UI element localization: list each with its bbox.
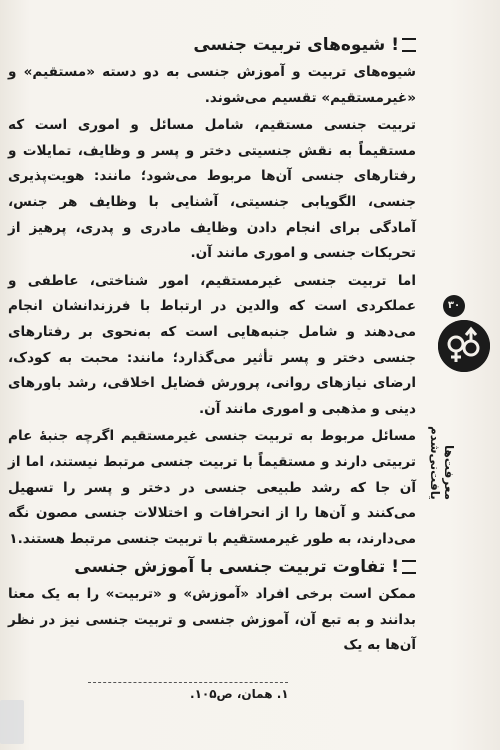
section-heading xyxy=(8,554,416,580)
footnote: ۱. همان، ص۱۰۵. xyxy=(190,687,289,701)
footnote-divider xyxy=(88,682,288,683)
paragraph-indirect-details: مسائل مربوط به تربیت جنسی غیرمستقیم اگرچه جنبهٔ عام تربیتی دارند و مستقیماً با تربیت جنسی مرتبط نیستند، اما از آن جا که رشد طبیعی جنسی در دختر و پسر را تسهیل می‌کنند و آن‌ها را از انحرافات و اختلالات جنسی مصون نگه می‌دارند، به طور غیرمستقیم با تربیت جنسی مرتبط هستند.۱ xyxy=(8,428,416,547)
gender-symbols-svg xyxy=(438,320,490,372)
page-number-badge: ۳۰ xyxy=(443,295,465,317)
paragraph-indirect: اما تربیت جنسی غیرمستقیم، امور شناختی، عاطفی و عملکردی است که والدین در ارتباط با فرزندانشان انجام می‌دهند و شامل جنبه‌هایی است که به‌نحوی بر رفتارهای جنسی دختر و پسر تأثیر می‌گذارد؛ مانند: محبت به کودک، ارضای نیازهای روانی، پرورش فضایل اخلاقی، رشد باورهای دینی و مذهبی و اموری مانند آن. xyxy=(8,272,416,417)
heading-marker-icon: ! xyxy=(391,32,416,58)
heading-marker-icon: ! xyxy=(391,554,416,580)
paragraph-intro: شیوه‌های تربیت و آموزش جنسی به دو دسته «مستقیم» و «غیرمستقیم» تقسیم می‌شوند. xyxy=(8,64,416,106)
section-heading-text: تفاوت تربیت جنسی با آموزش جنسی xyxy=(74,557,386,578)
paragraph-difference: ممکن است برخی افراد «آموزش» و «تربیت» را به یک معنا بدانند و به تبع آن، آموزش جنسی و تربیت جنسی نیز در نظر آن‌ها به یک xyxy=(8,586,416,654)
section-heading xyxy=(8,32,416,58)
paragraph-direct: تربیت جنسی مستقیم، شامل مسائل و اموری است که مستقیماً به نقش جنسیتی دختر و پسر و وظایف، تمایلات و رفتارهای جنسی آن‌ها مربوط می‌شود؛ مانند: هویت‌پذیری جنسی، الگویابی جنسیتی، آشنایی با وظایف هر جنس، آمادگی برای انجام دادن وظایف مادری و پدری، پرهیز از تحریکات جنسی و اموری مانند آن. xyxy=(8,117,416,262)
section-heading-text: شیوه‌های تربیت جنسی xyxy=(193,35,386,55)
watermark-logo xyxy=(0,700,24,744)
page-body xyxy=(8,32,416,661)
gender-symbols-icon xyxy=(438,320,490,372)
running-head: معرفت‌ها یافت‌نی‌شدم xyxy=(428,426,456,500)
side-margin xyxy=(424,0,500,750)
